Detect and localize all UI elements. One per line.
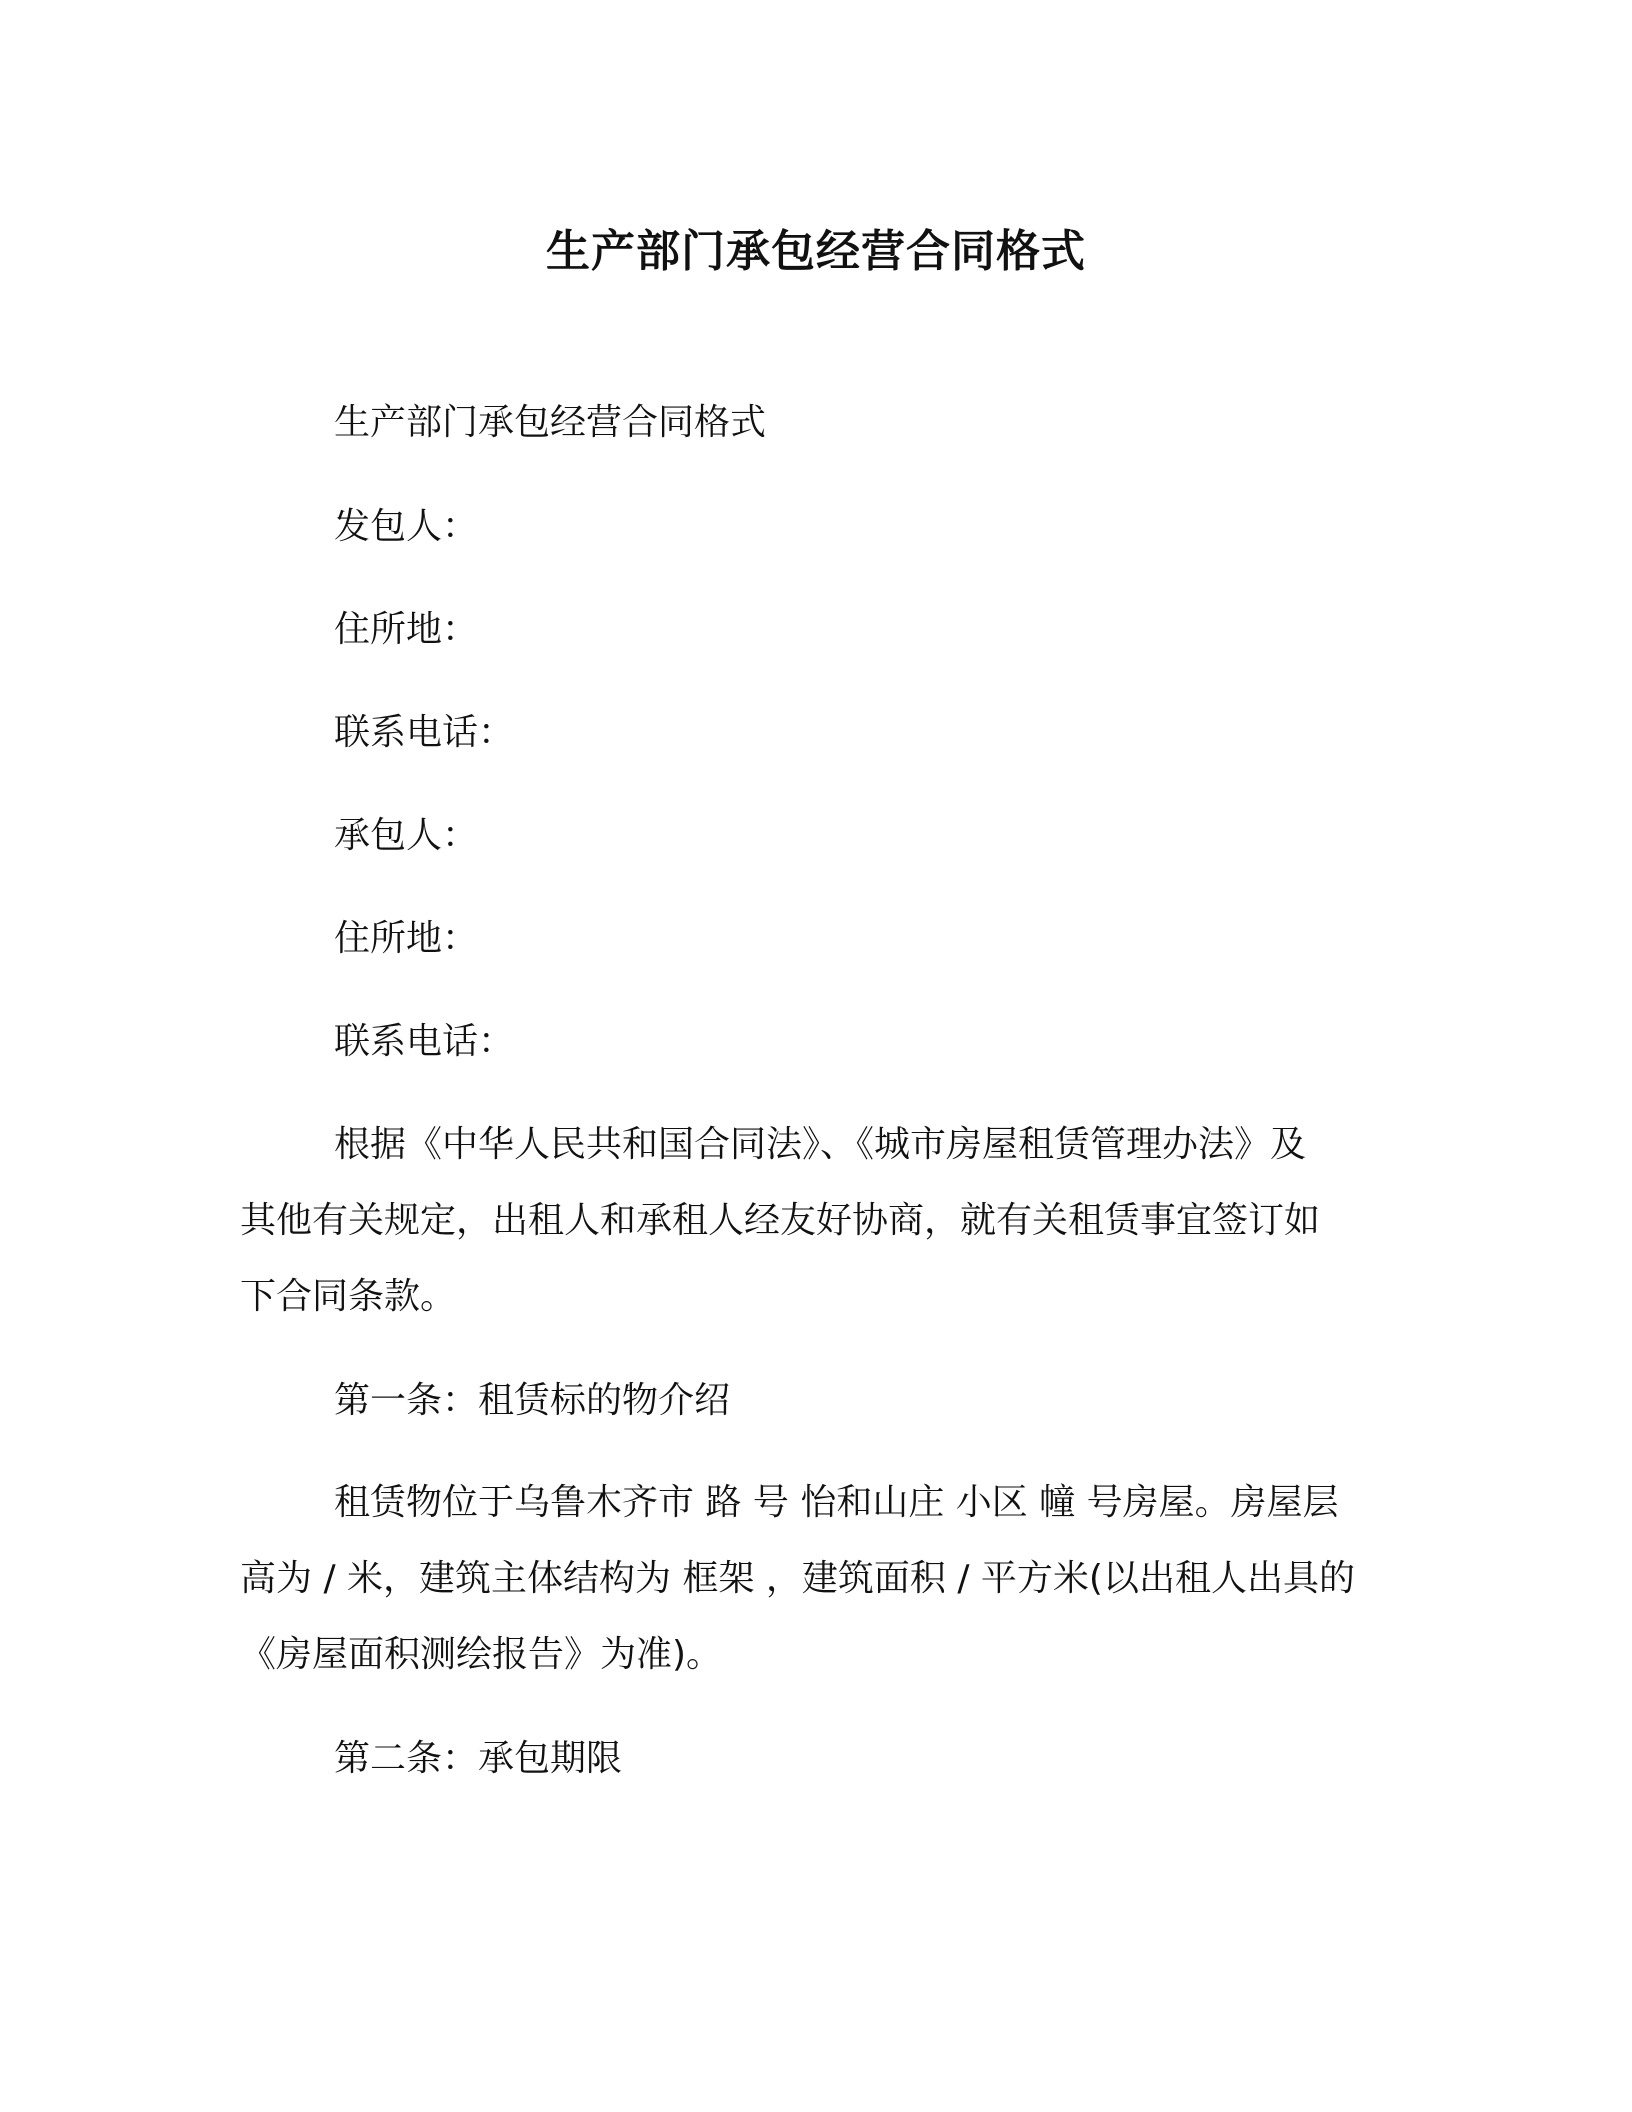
field-contractor-address: 住所地：: [334, 918, 479, 959]
paragraph-legal-basis-line-3: 下合同条款。: [240, 1276, 457, 1317]
field-issuer-phone: 联系电话：: [334, 712, 515, 753]
paragraph-property-line-3: 《房屋面积测绘报告》为准)。: [240, 1634, 723, 1675]
paragraph-property-line-1: 租赁物位于乌鲁木齐市 路 号 怡和山庄 小区 幢 号房屋。房屋层: [334, 1482, 1339, 1523]
document-subtitle: 生产部门承包经营合同格式: [334, 402, 767, 443]
paragraph-legal-basis-line-1: 根据《中华人民共和国合同法》、《城市房屋租赁管理办法》及: [334, 1124, 1307, 1165]
field-contractor: 承包人：: [334, 815, 479, 856]
field-contractor-issuer: 发包人：: [334, 506, 479, 547]
document-title: 生产部门承包经营合同格式: [546, 226, 1086, 277]
paragraph-property-line-2: 高为 / 米，建筑主体结构为 框架 ，建筑面积 / 平方米(以出租人出具的: [240, 1558, 1355, 1599]
field-contractor-phone: 联系电话：: [334, 1021, 515, 1062]
article-2-heading: 第二条：承包期限: [334, 1738, 623, 1779]
paragraph-legal-basis-line-2: 其他有关规定，出租人和承租人经友好协商，就有关租赁事宜签订如: [240, 1200, 1321, 1241]
field-issuer-address: 住所地：: [334, 609, 479, 650]
article-1-heading: 第一条：租赁标的物介绍: [334, 1380, 731, 1421]
